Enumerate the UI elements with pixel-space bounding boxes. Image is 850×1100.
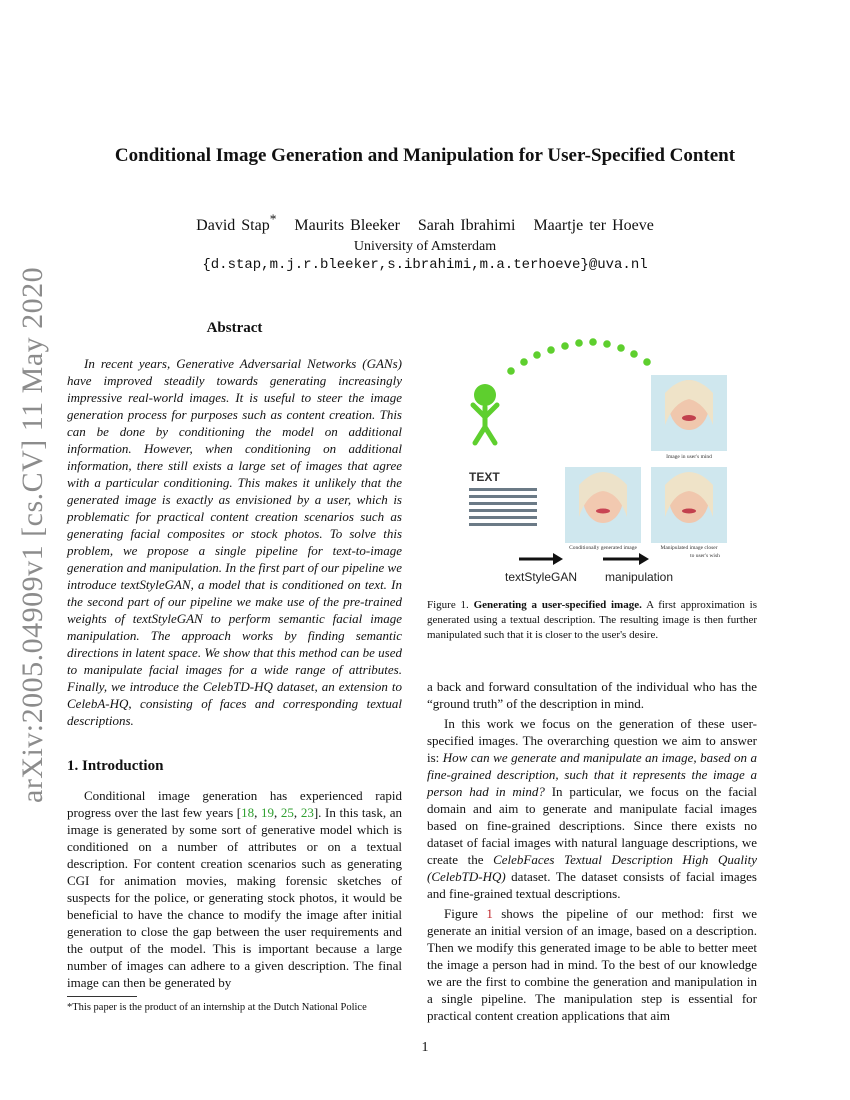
footnote: *This paper is the product of an internship at the Dutch National Police: [67, 1002, 367, 1013]
section-heading-introduction: 1. Introduction: [67, 758, 164, 774]
figure-1-pipeline: [443, 333, 743, 593]
text-lines-icon: [469, 488, 537, 526]
author-name: Maurits Bleeker: [294, 217, 400, 235]
author-list: [0, 212, 850, 235]
paper-title: Conditional Image Generation and Manipulation for User-Specified Content: [114, 145, 736, 166]
abstract-text: In recent years, Generative Adversarial Networks (GANs) have improved steadily towards generating increasingly impressive real-world images. It is useful to steer the image generation process for purposes such as content creation. This can be done by conditioning the model on additional information. However, when conditioning on additional information, there still exists a large set of images that agree with a particular conditioning. This makes it unlikely that the generated image is exactly as envisioned by a user, which is problematic for practical content creation scenarios such as generating facial composites or stock photos. To solve this problem, we propose a single pipeline for text-to-image generation and manipulation. In the first part of our pipeline we introduce textStyleGAN, a model that is conditioned on text. In the second part of our pipeline we make use of the pre-trained weights of textStyleGAN to perform semantic facial image manipulation. The approach works by finding semantic directions in latent space. We show that this method can be used to manipulate facial images for a wide range of attributes. Finally, we introduce the CelebTD-HQ dataset, an extension to CelebA-HQ, consisting of faces and corresponding textual descriptions.: [67, 356, 402, 728]
label-image-mind: Image in user's mind: [666, 454, 712, 460]
arrow-manipulation: [603, 553, 649, 565]
page-number: 1: [421, 1040, 429, 1055]
label-image-manipulated: Manipulated image closer: [660, 545, 718, 551]
citation-link[interactable]: 23: [300, 805, 314, 820]
author-name: Sarah Ibrahimi: [417, 217, 516, 235]
footnote-divider: [67, 996, 137, 997]
introduction-text: Conditional image generation has experienced rapid progress over the last few years [18, 19, 25, 23]. In this task, an image is generated by some sort of generative model which is conditioned on a number of attributes or on a textual description. For content creation scenarios such as generating CGI for animation movies, making forensic sketches of suspects for the police, or generating stock photos, it would be beneficial to have the chance to modify the image after initial generation to close the gap between the user requirements and the output of the model. This is important because a large number of images can adhere to a given description. The final image can then be generated by: [67, 788, 403, 990]
right-column-text: a back and forward consultation of the individual who has the “ground truth” of the description in mind. In this work we focus on the generation of these user-specified images. The overarching question we aim to answer is: How can we generate and manipulate an image, based on a fine-grained description, such that it represents the image a person had in mind? In particular, we focus on the facial domain and aim to generate and manipulate facial images based on fine-grained descriptions. Since there exists no dataset of facial images with natural language descriptions, we create the CelebFaces Textual Description High Quality (CelebTD-HQ) dataset. The dataset consists of facial images and fine-grained textual descriptions. Figure 1 shows the pipeline of our method: first we generate an initial version of an image, based on a description. Then we modify this generated image to be able to better meet the image a person had in mind. To the best of our knowledge we are the first to combine the generation and manipulation in a single pipeline. The manipulation step is essential for practical content creation applications that aim: [427, 679, 757, 1023]
citation-link[interactable]: 25: [280, 805, 294, 820]
arrow-generation: [519, 553, 563, 565]
figure-text-label: TEXT: [469, 470, 500, 484]
citation-link[interactable]: 19: [261, 805, 275, 820]
figure-1-caption: Figure 1. Generating a user-specified image. A first approximation is generated using a textual description. The resulting image is then further manipulated such that it is closer to the user's desire.: [427, 599, 758, 641]
label-manipulation: manipulation: [604, 570, 674, 584]
abstract-heading: Abstract: [206, 320, 263, 336]
label-image-generated: Conditionally generated image: [569, 545, 637, 551]
person-icon: [473, 384, 497, 443]
face-image-generated: [565, 467, 641, 543]
author-name: Maartje ter Hoeve: [533, 217, 654, 235]
thought-dots: [507, 338, 651, 375]
arxiv-identifier: arXiv:2005.04909v1 [cs.CV] 11 May 2020: [16, 266, 49, 804]
affiliation: University of Amsterdam: [353, 239, 497, 254]
citation-link[interactable]: 18: [241, 805, 255, 820]
face-image-manipulated: [651, 467, 727, 543]
figure-reference-link[interactable]: 1: [486, 906, 493, 921]
face-image-mind: [651, 375, 727, 451]
author-name: David Stap*: [196, 212, 277, 235]
label-textstylegan: textStyleGAN: [504, 570, 578, 584]
label-image-manipulated-2: to user's wish: [690, 553, 720, 559]
author-emails: {d.stap,m.j.r.bleeker,s.ibrahimi,m.a.terhoeve}@uva.nl: [202, 257, 648, 273]
